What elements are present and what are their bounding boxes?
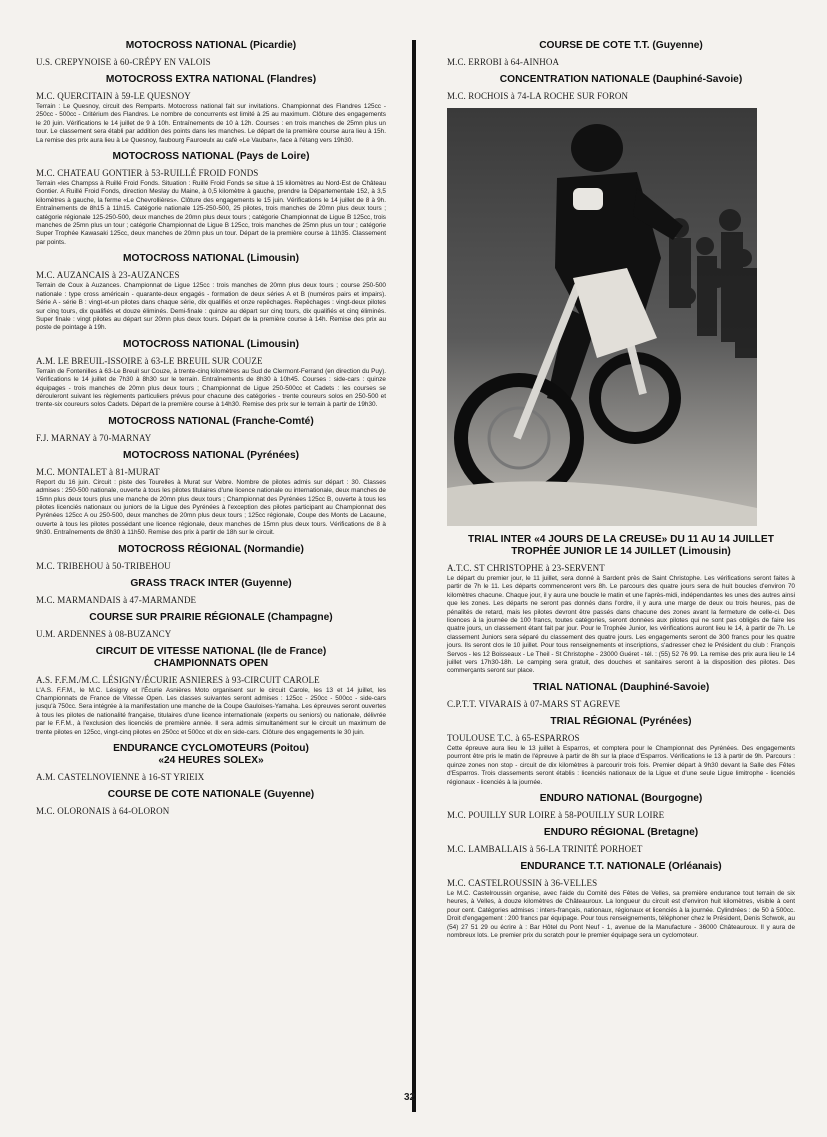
- event-organizer: M.C. AUZANCAIS à 23-AUZANCES: [36, 270, 180, 281]
- event-listing: [447, 682, 795, 710]
- event-description: Terrain de Coux à Auzances. Championnat de Ligue 125cc : trois manches de 20mn plus deux tours ; course 250-500 nationale : type cross américain - quarante-deux engagés - formation de deux séries A et B (numéros pairs et impairs). Série A - série B : vingt-et-un pilotes dans chaque série, dix qualifiés et onze repêchages. Repêchages : vingt-deux pilotes sur cinq tours, dix qualifiés et douze éliminés. Demi-finale : quinze au départ sur cinq tours, dix qualifiés et cinq éliminés. Super finale : vingt pilotes au départ sur 20mn plus deux tours. Départ de la première course à 14h. Remise des prix au poste de pointage à 19h.: [36, 282, 386, 332]
- event-listing: [36, 646, 386, 737]
- column-divider: [412, 40, 416, 1112]
- event-organizer: M.C. CHATEAU GONTIER à 53-RUILLÉ FROID FONDS: [36, 168, 259, 179]
- event-listing: [447, 827, 795, 855]
- event-title: TRIAL INTER «4 JOURS DE LA CREUSE» DU 11 AU 14 JUILLET TROPHÉE JUNIOR LE 14 JUILLET (Limousin): [468, 534, 774, 557]
- event-title: TRIAL NATIONAL (Dauphiné-Savoie): [532, 681, 710, 693]
- event-listing: [447, 793, 795, 821]
- event-title: MOTOCROSS NATIONAL (Franche-Comté): [108, 415, 314, 427]
- event-organizer: M.C. ROCHOIS à 74-LA ROCHE SUR FORON: [447, 91, 629, 101]
- event-organizer: M.C. CASTELROUSSIN à 36-VELLES: [447, 877, 598, 888]
- event-organizer: M.C. ERROBI à 64-AINHOA: [447, 57, 560, 67]
- event-title: MOTOCROSS NATIONAL (Picardie): [125, 40, 297, 51]
- event-listing: [447, 861, 795, 940]
- event-title: COURSE DE COTE NATIONALE (Guyenne): [107, 789, 315, 801]
- event-listing: [447, 74, 795, 102]
- event-listing: [447, 40, 795, 68]
- event-listing: [36, 789, 386, 817]
- event-listing: [447, 716, 795, 787]
- event-title: COURSE SUR PRAIRIE RÉGIONALE (Champagne): [89, 611, 333, 623]
- event-title: ENDURO RÉGIONAL (Bretagne): [543, 826, 699, 838]
- event-listing: [36, 450, 386, 538]
- event-description: Terrain de Fontenilles à 63-Le Breuil sur Couze, à trente-cinq kilomètres au Sud de Clermont-Ferrand (en direction du Puy). Vérifications le 14 juillet de 7h30 à 8h30 sur le terrain. Entraînements de 8h30 à 10h45. Courses : side-cars : quinze équipages - trois manches de 20mn plus deux tours ; Championnat de Ligue 250-500cc et Cadets : les courses se dérouleront suivant les règlements particuliers prévus pour chacune des catégories - trente coureurs solos en 250-500 et trente-six coureurs solos Cadets. Départ de la première course à 14h30. Remise des prix sur le terrain à partir de 19h30.: [36, 367, 386, 409]
- event-listing: [36, 253, 386, 332]
- event-organizer: M.C. QUERCITAIN à 59-LE QUESNOY: [36, 91, 191, 101]
- motocross-rider-photo: [447, 108, 757, 526]
- left-column: [36, 40, 386, 823]
- event-listing: [447, 534, 795, 676]
- right-top-listings: [447, 40, 795, 102]
- event-listing: [36, 339, 386, 410]
- photo-illustration: [447, 108, 757, 526]
- event-title: CIRCUIT DE VITESSE NATIONAL (Ile de France) CHAMPIONNATS OPEN: [95, 645, 327, 669]
- event-organizer: M.C. MARMANDAIS à 47-MARMANDE: [36, 594, 197, 605]
- event-organizer: A.T.C. ST CHRISTOPHE à 23-SERVENT: [447, 563, 605, 573]
- event-description: Le M.C. Castelroussin organise, avec l'aide du Comité des Fêtes de Velles, sa première endurance tout terrain de six heures, à Velles, à douze kilomètres de Châteauroux. La longueur du circuit est d'environ huit kilomètres, visible à cent pour cent. Catégories admises : inters-français, nationaux, régionaux et licenciés à la journée. Cylindrées : de 50 à 500cc. Droit d'engagement : 200 francs par équipage. Pour tous renseignements, téléphoner chez le Président, Denis Schwok, au (54) 27 51 29 ou écrire à : Bar Hôtel du Pont Neuf - 1, avenue de la Manufacture - 36000 Châteauroux. Il y aura de nombreux lots. Le premier prix du scratch pour le premier équipage sera un cyclomoteur.: [447, 889, 795, 939]
- event-listing: [36, 151, 386, 247]
- event-listing: [36, 416, 386, 444]
- event-title: ENDURANCE T.T. NATIONALE (Orléanais): [520, 860, 722, 872]
- event-title: MOTOCROSS NATIONAL (Pyrénées): [122, 449, 300, 461]
- event-title: MOTOCROSS NATIONAL (Limousin): [122, 338, 299, 350]
- event-title: COURSE DE COTE T.T. (Guyenne): [539, 40, 703, 51]
- event-title: GRASS TRACK INTER (Guyenne): [130, 577, 292, 589]
- event-organizer: M.C. TRIBEHOU à 50-TRIBEHOU: [36, 560, 171, 571]
- event-organizer: M.C. MONTALET à 81-MURAT: [36, 466, 160, 477]
- event-organizer: C.P.T.T. VIVARAIS à 07-MARS ST AGREVE: [447, 698, 621, 709]
- event-listing: [36, 74, 386, 145]
- event-title: TRIAL RÉGIONAL (Pyrénées): [550, 715, 692, 727]
- page-number: 32: [404, 1092, 416, 1103]
- event-title: ENDURANCE CYCLOMOTEURS (Poitou) «24 HEURES SOLEX»: [113, 743, 309, 767]
- event-organizer: F.J. MARNAY à 70-MARNAY: [36, 432, 152, 443]
- event-title: MOTOCROSS RÉGIONAL (Normandie): [118, 543, 304, 555]
- right-bottom-listings: [447, 534, 795, 940]
- event-description: Terrain : Le Quesnoy, circuit des Remparts. Motocross national fait sur invitations. Championnat des Flandres 125cc - 250cc - 500cc - Critérium des Flandres. Le nombre de concurrents est limité à 25 au maximum. Clôture des engagements le 20 juin. Vérifications le 14 juillet de 9 à 10h. Entraînements de 10 à 12h. Courses : en trois manches de 25mn plus un tour. Le classement sera établi par addition des points dans les manches. Le départ de la première course aura lieu à 15h. La remise des prix aura lieu à Le Quesnoy, faubourg Fauroeulx au café «Le Vauban», face à l'étang vers 19h30.: [36, 103, 386, 144]
- event-description: Le départ du premier jour, le 11 juillet, sera donné à Sardent près de Saint Christophe. Les vérifications seront faites à partir de 7h le 11. Les départs commenceront vers 8h. Le parcours des quatre jours sera de huit boucles d'environ 70 kilomètres chacune. Chaque jour, il y aura une boucle le matin et une l'après-midi, indépendantes les unes des autres ainsi que les zones. Les départs ne seront pas donnés dans l'ordre, il y aura une marge de deux ou trois heures, pas de pénalités de retard, mais les pilotes devront être passés dans chacune des zones avant la fermeture de celle-ci. Des licences à la journée de 100 francs, toutes catégories, seront données aux pilotes qui ne sont pas obligés de faire les quatre jours, un classement étant fait par jour. Pour le Trophée Junior, les vérifications auront lieu le 14, à partir de 7h. Le classement Juniors sera séparé du classement des quatre jours. Les engagements seront de 300 francs pour les quatre jours. Ils seront clos le 10 juillet. Pour tous renseignements et inscriptions, s'adresser chez le Président du club : François Servos - les 12 Boisseaux - Le Theil - St Christophe - 23000 Guéret - tél. : (55) 52 76 99. La remise des prix aura lieu le 14 juillet vers 17h30-18h. Le camping sera gratuit, des douches et sanitaires seront à la disposition des pilotes. Des commerçants seront sur place.: [447, 575, 795, 675]
- event-organizer: M.C. POUILLY SUR LOIRE à 58-POUILLY SUR LOIRE: [447, 809, 665, 820]
- event-description: L'A.S. F.F.M., le M.C. Lésigny et l'Écurie Asnières Moto organisent sur le circuit Carole, les 13 et 14 juillet, les Championnats de France de Vitesse Open. Les classes suivantes seront admises : 125cc - 250cc - 500cc - side-cars jusqu'à 750cc. Sera intégrée à la manifestation une manche de la Coupe Gauloises-Yamaha. Les épreuves seront ouvertes à tous les pilotes de nationalité française, titulaires d'une licence internationale (experts ou seniors) ou nationale, délivrée par le F.F.M., à l'exclusion des licenciés de première année. Il sera admis simultanément sur le circuit un maximum de trente pilotes en 125cc, vingt-cinq pilotes en 250cc et 500cc et dix en side-cars. Clôture des engagements le 30 juin.: [36, 686, 386, 736]
- event-organizer: U.M. ARDENNES à 08-BUZANCY: [36, 628, 172, 639]
- event-organizer: U.S. CREPYNOISE à 60-CRÉPY EN VALOIS: [36, 57, 211, 67]
- event-listing: [36, 612, 386, 640]
- event-title: MOTOCROSS NATIONAL (Pays de Loire): [112, 151, 310, 163]
- event-listing: [36, 578, 386, 606]
- event-listing: [36, 544, 386, 572]
- event-description: Terrain «les Champss à Ruillé Froid Fonds. Situation : Ruillé Froid Fonds se situe à 15 kilomètres au Nord-Est de Château Gontier. A Ruillé Froid Fonds, direction Meslay du Maine, à 0,5 kilomètre à gauche, prendre la Départementale 152, à 3,5 kilomètres à gauche, la ferme «Le Chevrollières». Clôture des engagements le 15 juin. Vérifications le 14 juillet de 8 à 9h. Entraînements de 8h15 à 11h15. Catégorie nationale 125-250-500, 25 pilotes, trois manches de 20mn plus deux tours ; catégorie régionale 125-250-500, deux manches de 20mn plus deux tours ; catégorie Championnat de Ligue B 125cc, trois manches de 25mn plus un tour ; catégorie Championnat de Ligue B 125cc, trois manches de 25mn plus un tour ; catégorie Super Trophée Kawasaki 125cc, deux manches de 20mn plus un tour. Départ de la première course à 11h35. Classement par points.: [36, 180, 386, 246]
- event-description: Cette épreuve aura lieu le 13 juillet à Esparros, et comptera pour le Championnat des Pyrénées. Des engagements pourront être pris le matin de l'épreuve à partir de 8h sur la place d'Esparros. Vérifications le 13 à partir de 9h. Parcours : quinze zones non stop - circuit de dix kilomètres à parcourir trois fois. Premier départ à 9h30 devant la Salle des Fêtes d'Esparros. Trois classements seront établis : licenciés nationaux de la Ligue et d'une seule Ligue limitrophe - licenciés régionaux - licenciés à la journée.: [447, 744, 795, 786]
- event-organizer: A.M. LE BREUIL-ISSOIRE à 63-LE BREUIL SUR COUZE: [36, 355, 263, 366]
- event-listing: [36, 40, 386, 68]
- event-title: MOTOCROSS NATIONAL (Limousin): [122, 253, 299, 265]
- event-organizer: M.C. OLORONAIS à 64-OLORON: [36, 806, 170, 817]
- event-organizer: M.C. LAMBALLAIS à 56-LA TRINITÉ PORHOET: [447, 843, 643, 854]
- event-listing: [36, 743, 386, 783]
- event-organizer: A.M. CASTELNOVIENNE à 16-ST YRIEIX: [36, 772, 205, 783]
- event-organizer: A.S. F.F.M./M.C. LÉSIGNY/ÉCURIE ASNIERES à 93-CIRCUIT CAROLE: [36, 674, 320, 685]
- right-column: [447, 40, 795, 946]
- event-organizer: TOULOUSE T.C. à 65-ESPARROS: [447, 732, 580, 743]
- event-description: Report du 16 juin. Circuit : piste des Tourelles à Murat sur Vebre. Nombre de pilotes admis sur départ : 30. Classes admises : 250-500 nationale, ouverte à tous les pilotes titulaires d'une licence nationale ou internationale, deux manches de 15mn plus deux tours plus une manche de 20mn plus deux tours ; Championnat des Pyrénées 125cc B, ouverte à tous les pilotes licenciés nationaux ou juniors de la Ligue des Pyrénées à l'exception des pilotes participant au Championnat des Pyrénées 125cc A ou 250-500, deux manches de 20mn plus deux tours ; 125cc régionale, Coupe des Monts de Lacaune, ouverte à tous les pilotes possédant une licence régionale, deux manches de 15mn plus deux tours. Vérifications de 8 à 9h30. Entraînements de 8h30 à 11h50. Remise des prix à partir de 18h sur le circuit.: [36, 478, 386, 537]
- event-title: ENDURO NATIONAL (Bourgogne): [539, 792, 703, 804]
- event-title: MOTOCROSS EXTRA NATIONAL (Flandres): [105, 74, 317, 85]
- event-title: CONCENTRATION NATIONALE (Dauphiné-Savoie): [499, 74, 743, 85]
